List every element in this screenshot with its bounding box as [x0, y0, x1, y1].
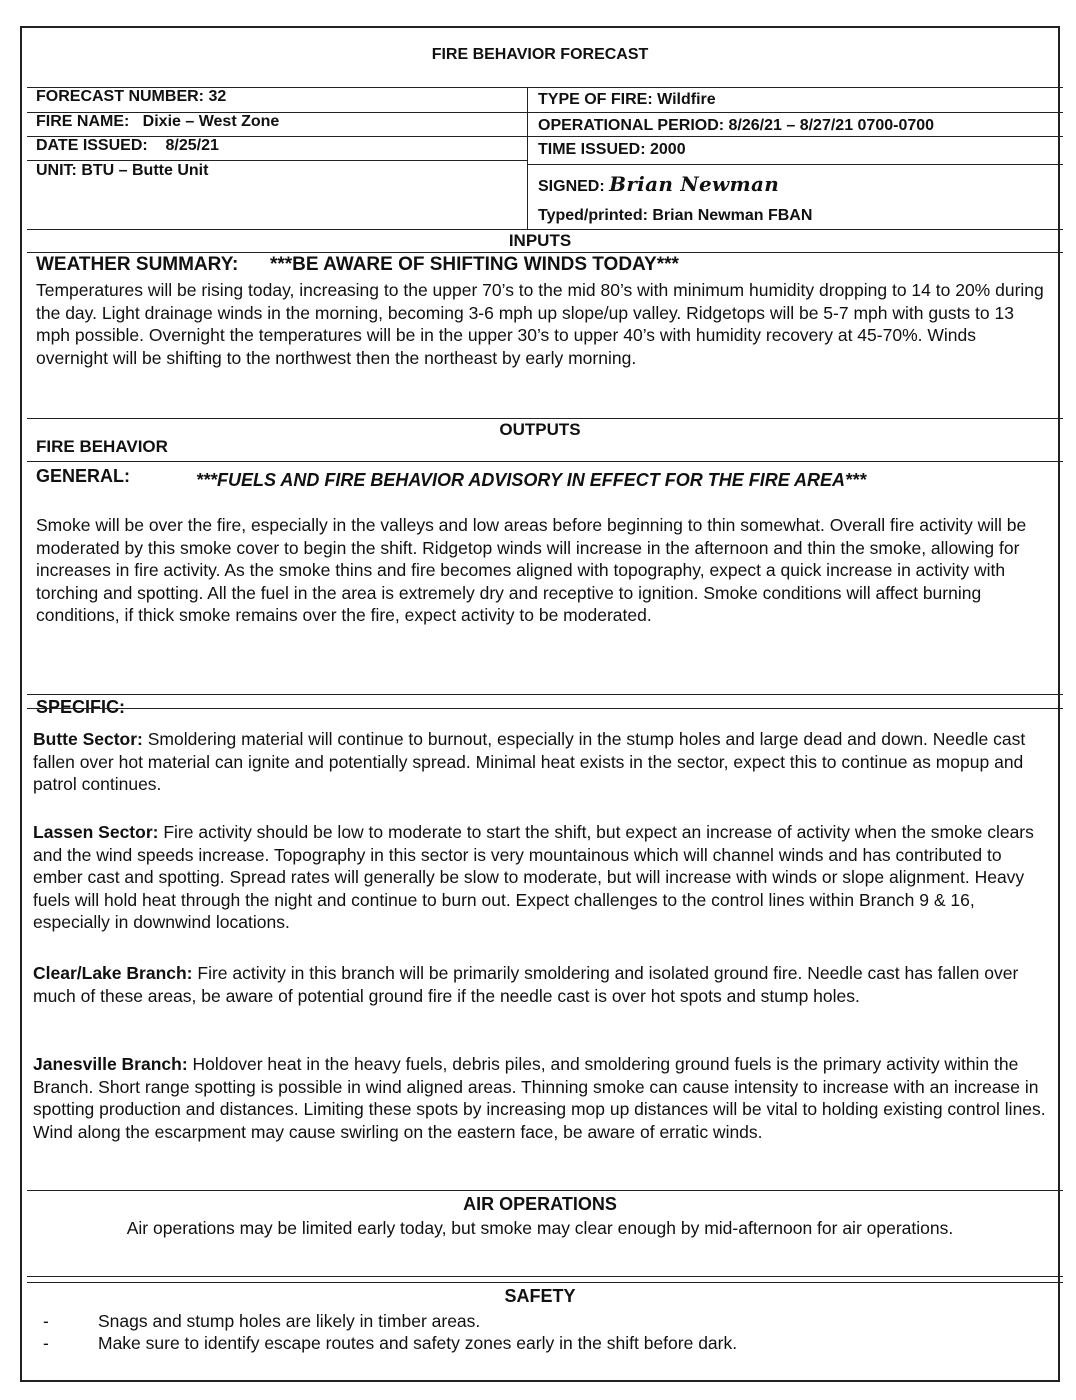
outputs-heading: OUTPUTS [499, 420, 581, 439]
inputs-heading: INPUTS [508, 231, 572, 250]
header-bottom-rule [27, 229, 1063, 230]
sector-name: Janesville Branch: [33, 1054, 188, 1074]
sector-lassen [33, 821, 1052, 934]
weather-summary-label: WEATHER SUMMARY: [36, 254, 239, 275]
outputs-rule [27, 418, 1063, 419]
bullet-dash: - [43, 1333, 49, 1353]
weather-alert: ***BE AWARE OF SHIFTING WINDS TODAY*** [269, 254, 679, 275]
sector-text: Fire activity in this branch will be primarily smoldering and isolated ground fire. Needle cast has fallen over much of these areas, be aware of potential ground fire if the needle cast is over hot spots and stump holes. [33, 963, 1019, 1006]
safety-rule [27, 1276, 1063, 1277]
specific-rule-top [27, 694, 1063, 695]
type-of-fire: TYPE OF FIRE: Wildfire [538, 91, 716, 108]
sector-text: Smoldering material will continue to burnout, especially in the stump holes and large dead and down. Needle cast fallen over hot material can ignite and potentially spread. Minimal heat exists in the sector, expect this to continue as mopup and patrol continues. [33, 729, 1026, 794]
safety-item [38, 1332, 1048, 1354]
fire-behavior-label: FIRE BEHAVIOR [36, 437, 168, 456]
sector-text: Fire activity should be low to moderate to start the shift, but expect an increase of activity when the smoke clears and the wind speeds increase. Topography in this sector is very mountainous which will channel winds and has contributed to ember cast and spotting. Spread rates will generally be slow to moderate, but will increase with winds or slope alignment. Heavy fuels will hold heat through the night and continue to burn out. Expect challenges to the control lines within Branch 9 & 16, especially in downwind locations. [33, 822, 1034, 932]
sector-name: Lassen Sector: [33, 822, 159, 842]
air-ops-rule [27, 1190, 1063, 1191]
weather-summary-text: Temperatures will be rising today, increasing to the upper 70’s to the mid 80’s with minimum humidity dropping to 14 to 20% during the day. Light drainage winds in the morning, becoming 3-6 mph up slope/up valley. Ridgetops will be 5-7 mph with gusts to 13 mph possible. Overnight the temperatures will be in the upper 30’s to upper 40’s with humidity recovery at 45-70%. Winds overnight will be shifting to the northwest then the northeast by early morning. [36, 280, 1044, 368]
signed-field [538, 172, 779, 196]
general-label: GENERAL: [36, 466, 130, 486]
forecast-number: FORECAST NUMBER: 32 [36, 88, 227, 105]
bullet-dash: - [43, 1311, 49, 1331]
safety-item [38, 1310, 1048, 1332]
date-issued-field [36, 137, 219, 155]
specific-label: SPECIFIC: [36, 697, 126, 717]
fire-name-value: Dixie – West Zone [142, 113, 280, 130]
fire-name-field [36, 113, 279, 131]
specific-rule [27, 708, 1063, 709]
operational-period: OPERATIONAL PERIOD: 8/26/21 – 8/27/21 0700-0700 [538, 117, 935, 134]
inputs-rule [27, 252, 1063, 253]
general-advisory: ***FUELS AND FIRE BEHAVIOR ADVISORY IN EFFECT FOR THE FIRE AREA*** [196, 470, 867, 490]
branch-clear-lake [33, 962, 1052, 1007]
date-issued-label: DATE ISSUED: [36, 137, 148, 154]
time-issued: TIME ISSUED: 2000 [538, 141, 686, 158]
safety-item-text: Make sure to identify escape routes and safety zones early in the shift before dark. [98, 1333, 738, 1353]
safety-item-text: Snags and stump holes are likely in timber areas. [98, 1311, 481, 1331]
date-issued-value: 8/25/21 [165, 137, 219, 154]
safety-rule [27, 1282, 1063, 1283]
form-title: FIRE BEHAVIOR FORECAST [431, 46, 649, 63]
fire-name-label: FIRE NAME: [36, 113, 130, 130]
sector-text: Holdover heat in the heavy fuels, debris piles, and smoldering ground fuels is the primary activity within the Branch. Short range spotting is possible in wind aligned areas. Thinning smoke can cause intensity to increase with an increase in spotting production and distances. Limiting these spots by increasing mop up distances will be vital to holding existing control lines. Wind along the escarpment may cause swirling on the eastern face, be aware of erratic winds. [33, 1054, 1046, 1142]
safety-list [38, 1310, 1048, 1354]
sector-butte [33, 728, 1052, 796]
unit-field: UNIT: BTU – Butte Unit [36, 162, 209, 179]
general-rule [27, 461, 1063, 462]
sector-name: Butte Sector: [33, 729, 143, 749]
safety-heading: SAFETY [504, 1286, 576, 1306]
general-text: Smoke will be over the fire, especially in the valleys and low areas before beginning to thin somewhat. Overall fire activity will be moderated by this smoke cover to begin the shift. Ridgetop winds will increase in the afternoon and thin the smoke, allowing for increases in fire activity. As the smoke thins and fire becomes aligned with topography, expect a quick increase in activity with torching and spotting. All the fuel in the area is extremely dry and receptive to ignition. Smoke conditions will affect burning conditions, if thick smoke remains over the fire, expect activity to be moderated. [36, 515, 1027, 625]
air-ops-text: Air operations may be limited early today, but smoke may clear enough by mid-afternoon for air operations. [126, 1218, 954, 1238]
sector-name: Clear/Lake Branch: [33, 963, 193, 983]
signed-label: SIGNED: [538, 178, 605, 195]
weather-summary-heading [36, 254, 679, 276]
header-divider [527, 87, 528, 229]
typed-printed: Typed/printed: Brian Newman FBAN [538, 207, 813, 224]
air-ops-heading: AIR OPERATIONS [463, 1194, 617, 1214]
header-rule [527, 164, 1063, 165]
branch-janesville [33, 1053, 1052, 1143]
signature: Brian Newman [609, 172, 780, 196]
header-rule [27, 160, 527, 161]
